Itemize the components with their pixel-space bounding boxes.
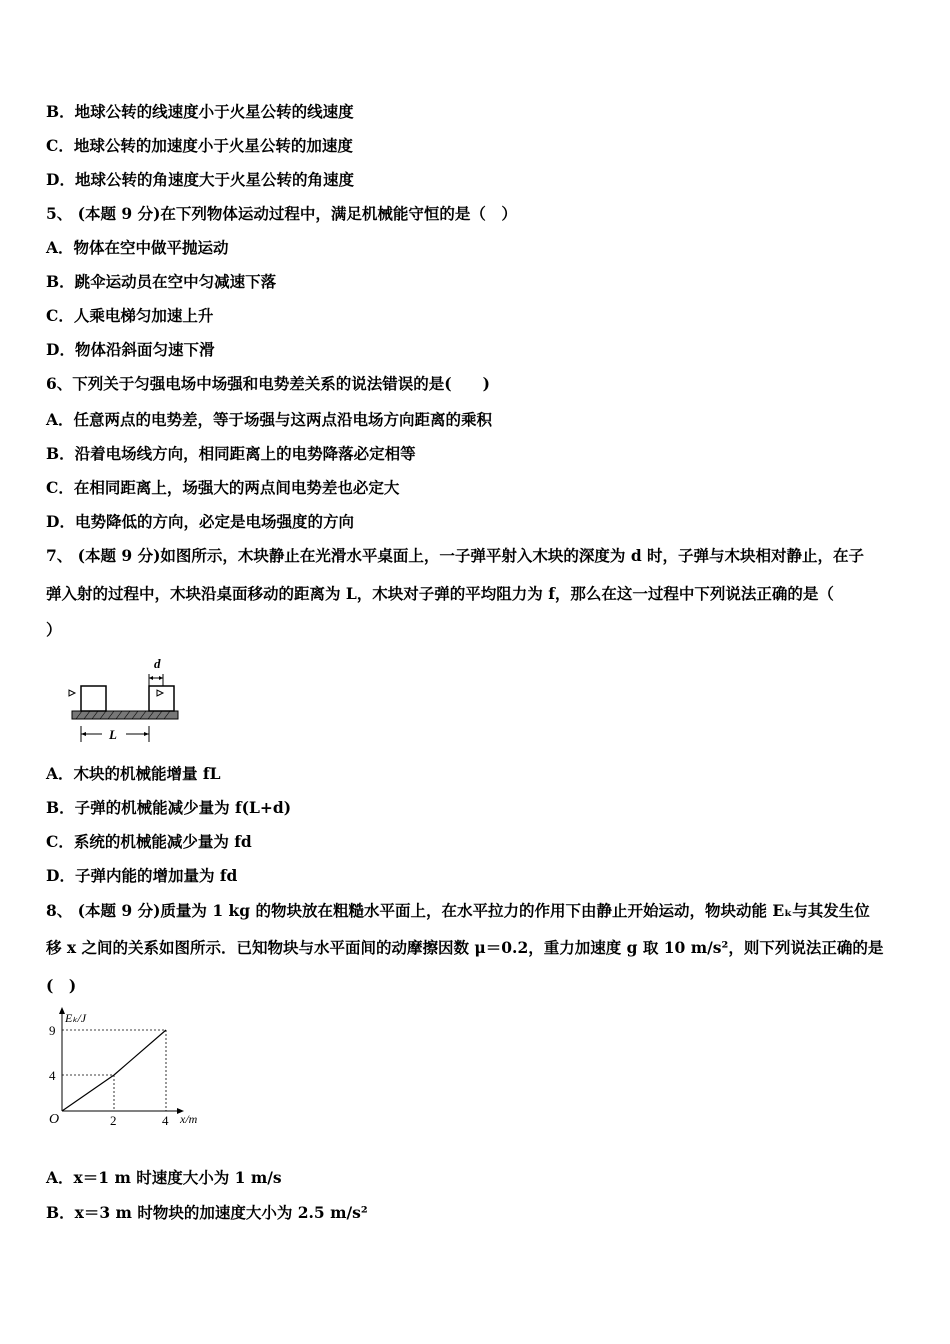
q7-stem-line3: ） <box>46 620 62 639</box>
x-tick-label-0: 2 <box>110 1113 117 1128</box>
q7-stem-line2: 弹入射的过程中，木块沿桌面移动的距离为 L，木块对子弹的平均阻力为 f，那么在这一过程中下列说法正确的是（ <box>46 584 834 603</box>
q7-option-c: C．系统的机械能减少量为 fd <box>46 832 252 851</box>
q7-option-d: D．子弹内能的增加量为 fd <box>46 866 238 885</box>
q4-option-c: C．地球公转的加速度小于火星公转的加速度 <box>46 136 353 155</box>
q5-stem: 5、 (本题 9 分)在下列物体运动过程中，满足机械能守恒的是（ ） <box>46 204 517 223</box>
q4-option-d: D．地球公转的角速度大于火星公转的角速度 <box>46 170 354 189</box>
q5-option-b: B．跳伞运动员在空中匀减速下落 <box>46 272 277 291</box>
q6-option-c: C．在相同距离上，场强大的两点间电势差也必定大 <box>46 478 400 497</box>
q8-option-a: A．x＝1 m 时速度大小为 1 m/s <box>46 1168 282 1187</box>
q7-option-a: A．木块的机械能增量 fL <box>46 764 221 783</box>
label-d: d <box>154 656 161 671</box>
q5-option-c: C．人乘电梯匀加速上升 <box>46 306 214 325</box>
q7-figure <box>62 650 192 750</box>
q7-option-b: B．子弹的机械能减少量为 f(L+d) <box>46 798 292 817</box>
q4-option-b: B．地球公转的线速度小于火星公转的线速度 <box>46 102 354 121</box>
label-L: L <box>109 727 117 742</box>
q5-option-d: D．物体沿斜面匀速下滑 <box>46 340 215 359</box>
q8-stem-line3: ( ) <box>46 976 77 995</box>
y-axis-label: Eₖ/J <box>65 1011 87 1025</box>
x-tick-label-1: 4 <box>162 1113 169 1128</box>
q7-stem-line1: 7、 (本题 9 分)如图所示，木块静止在光滑水平桌面上，一子弹平射入木块的深度为 d 时，子弹与木块相对静止，在子 <box>46 546 865 565</box>
x-axis-label: x/m <box>180 1112 198 1126</box>
q8-option-b: B．x＝3 m 时物块的加速度大小为 2.5 m/s² <box>46 1203 368 1222</box>
ek-segment-2 <box>114 1030 166 1075</box>
origin-label: O <box>49 1112 60 1127</box>
y-tick-label-0: 4 <box>49 1068 56 1083</box>
q8-chart <box>40 1003 220 1133</box>
bullet-initial <box>69 690 75 696</box>
q6-stem: 6、下列关于匀强电场中场强和电势差关系的说法错误的是( ) <box>46 374 490 393</box>
y-tick-label-1: 9 <box>49 1023 56 1038</box>
q6-option-d: D．电势降低的方向，必定是电场强度的方向 <box>46 512 354 531</box>
q5-option-a: A．物体在空中做平抛运动 <box>46 238 229 257</box>
q8-stem-line1: 8、 (本题 9 分)质量为 1 kg 的物块放在粗糙水平面上，在水平拉力的作用下由静止开始运动，物块动能 Eₖ与其发生位 <box>46 901 870 920</box>
q8-stem-line2: 移 x 之间的关系如图所示．已知物块与水平面间的动摩擦因数 μ＝0.2，重力加速度 g 取 10 m/s²，则下列说法正确的是 <box>46 938 884 957</box>
block-final <box>149 686 174 711</box>
q6-option-a: A．任意两点的电势差，等于场强与这两点沿电场方向距离的乘积 <box>46 410 493 429</box>
ek-segment-1 <box>62 1075 114 1111</box>
q6-option-b: B．沿着电场线方向，相同距离上的电势降落必定相等 <box>46 444 416 463</box>
block-initial <box>81 686 106 711</box>
